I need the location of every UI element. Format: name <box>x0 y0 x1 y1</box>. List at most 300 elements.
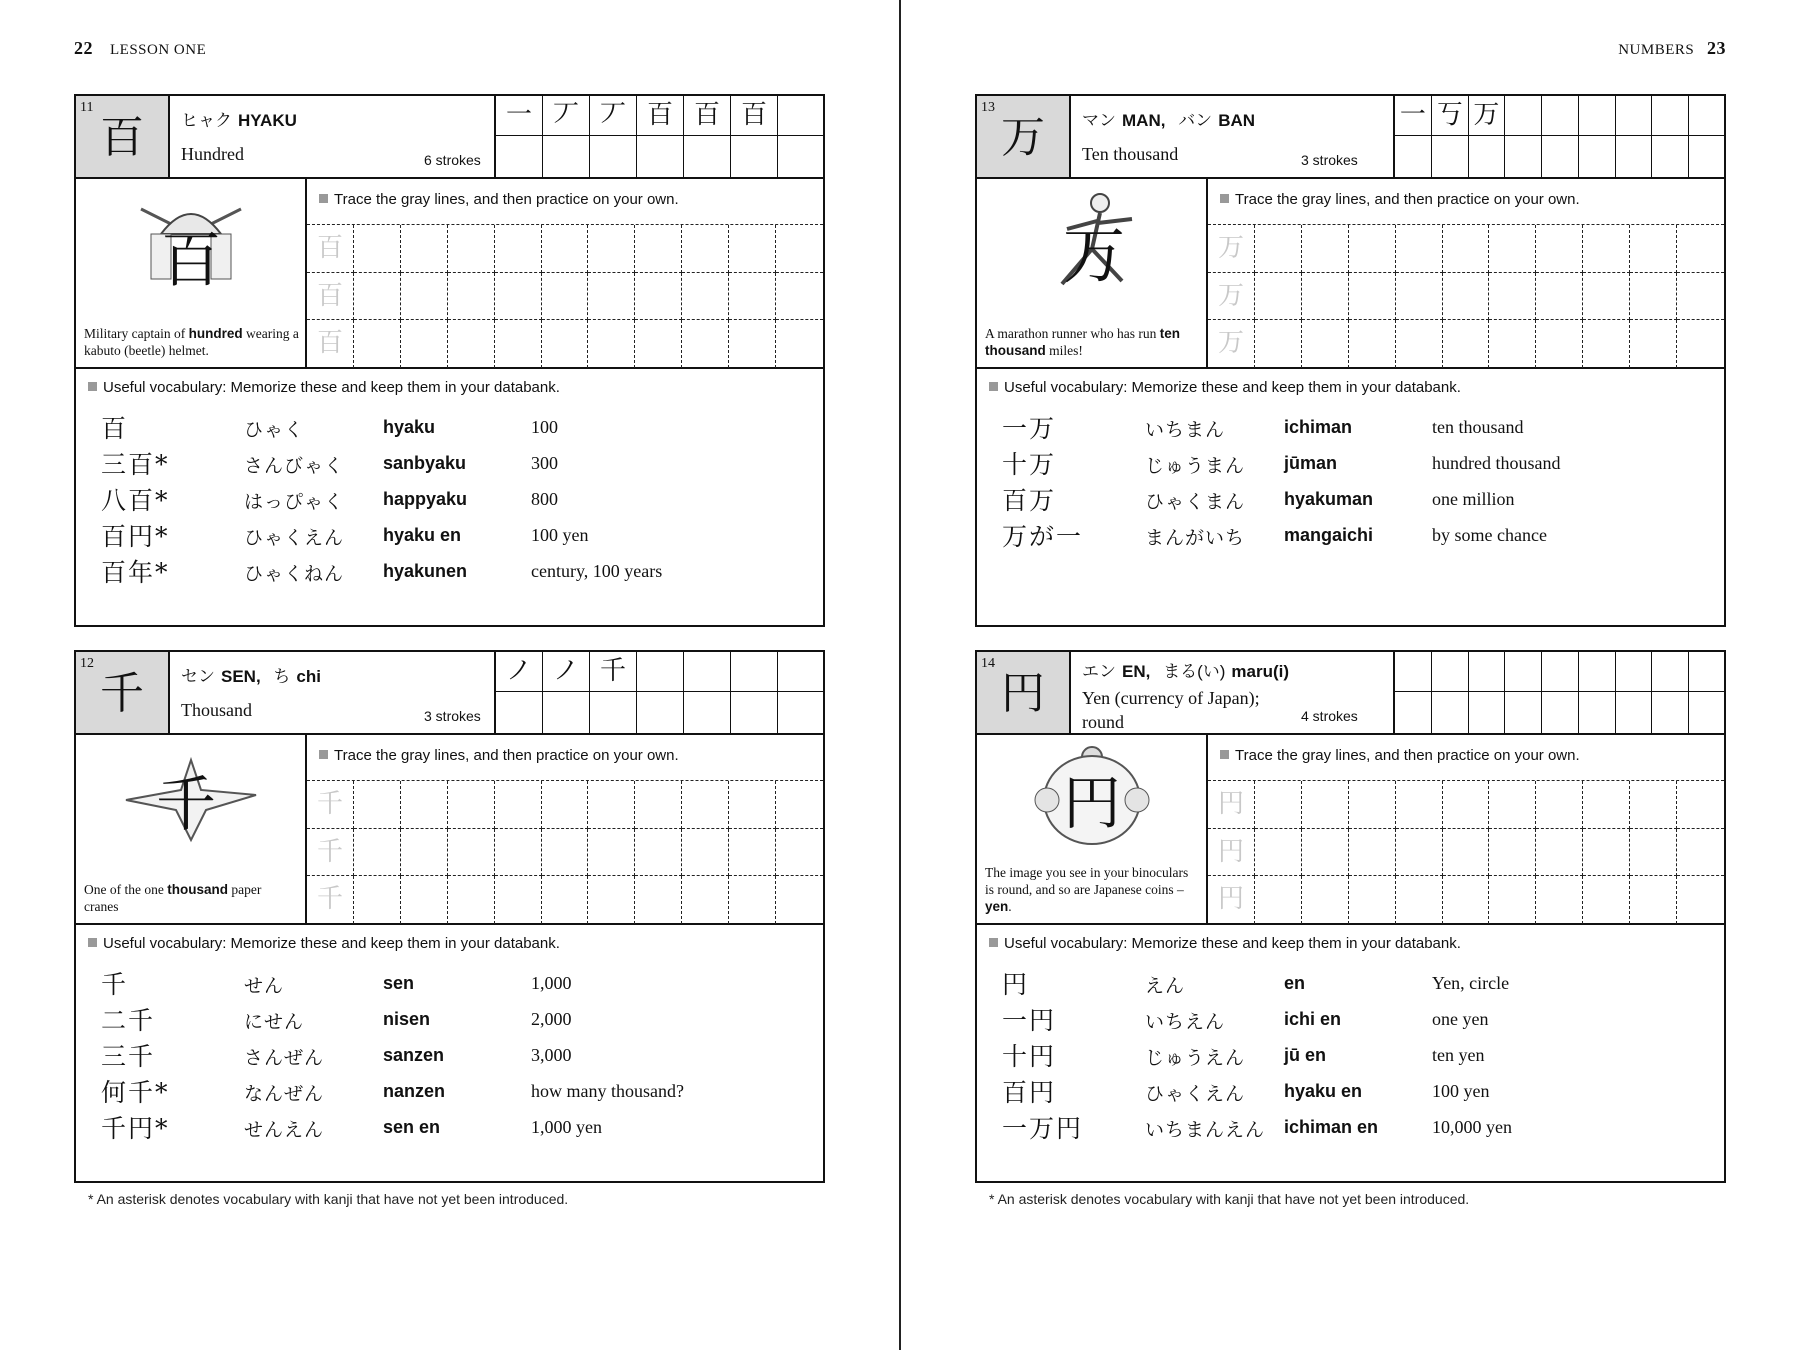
practice-cell[interactable] <box>776 273 823 321</box>
kanji-meaning: Hundred <box>181 144 244 164</box>
stroke-order-cell <box>778 692 825 733</box>
left-running-head <box>74 38 206 59</box>
practice-cell[interactable] <box>401 273 448 321</box>
practice-cell[interactable] <box>542 320 589 368</box>
stroke-order-cell: 丂 <box>1432 96 1469 136</box>
reading-kana: ヒャク <box>181 111 232 130</box>
mnemonic-caption <box>84 881 299 915</box>
practice-cell[interactable] <box>1396 781 1443 829</box>
stroke-order-cell <box>778 652 825 692</box>
practice-cell[interactable] <box>1536 781 1583 829</box>
stroke-order-cell <box>1616 692 1653 733</box>
practice-cell[interactable] <box>1536 225 1583 273</box>
practice-cell[interactable] <box>1489 781 1536 829</box>
svg-text:百: 百 <box>161 226 221 296</box>
reading-romaji: EN, <box>1122 662 1151 681</box>
practice-cell[interactable] <box>1255 781 1302 829</box>
practice-cell[interactable] <box>729 829 776 877</box>
vocab-kana: さんぜん <box>244 1047 325 1069</box>
vocab-romaji: sanzen <box>383 1045 445 1065</box>
practice-cell[interactable] <box>1349 781 1396 829</box>
vocab-english: 1,000 yen <box>531 1117 602 1137</box>
practice-cell[interactable] <box>1489 273 1536 321</box>
practice-cell[interactable] <box>1396 225 1443 273</box>
vocab-kanji: 十円 <box>1002 1042 1057 1071</box>
trace-guide-kanji[interactable]: 千 <box>307 781 354 829</box>
stroke-order-cell <box>1616 136 1653 177</box>
reading-romaji: SEN, <box>221 667 261 686</box>
practice-cell[interactable] <box>729 876 776 924</box>
trace-guide-kanji[interactable]: 万 <box>1208 320 1255 368</box>
stroke-order-cell: 百 <box>637 96 684 136</box>
kanji-number: 11 <box>80 100 94 115</box>
practice-cell[interactable] <box>1489 225 1536 273</box>
practice-cell[interactable] <box>1443 829 1490 877</box>
card-header <box>977 96 1724 179</box>
footnote: * An asterisk denotes vocabulary with kanji that have not yet been introduced. <box>88 1191 569 1207</box>
practice-cell[interactable] <box>1255 320 1302 368</box>
stroke-order-cell <box>1616 96 1653 136</box>
practice-cell[interactable] <box>1396 320 1443 368</box>
caption-text: The image you see in your binoculars is round, and so are Japanese coins – <box>985 865 1189 897</box>
trace-guide-kanji[interactable]: 百 <box>307 225 354 273</box>
vocab-romaji: hyaku en <box>1284 1081 1363 1101</box>
practice-cell[interactable] <box>1302 876 1349 924</box>
practice-cell[interactable] <box>542 876 589 924</box>
stroke-order-cell <box>1579 96 1616 136</box>
trace-guide-kanji[interactable]: 千 <box>307 876 354 924</box>
vocab-kanji: 一万円 <box>1002 1114 1084 1143</box>
reading-kana: マン <box>1082 111 1116 130</box>
trace-practice-grid[interactable] <box>307 780 823 924</box>
vocab-kanji: 一万 <box>1002 414 1057 443</box>
stroke-order-cell <box>731 652 778 692</box>
trace-guide-kanji[interactable]: 円 <box>1208 829 1255 877</box>
practice-cell[interactable] <box>1489 876 1536 924</box>
stroke-order-cell: ノ <box>543 652 590 692</box>
svg-text:万: 万 <box>1062 219 1126 292</box>
practice-cell[interactable] <box>588 320 635 368</box>
main-kanji: 円 <box>1001 668 1045 719</box>
practice-cell[interactable] <box>542 781 589 829</box>
practice-cell[interactable] <box>1677 876 1724 924</box>
trace-guide-kanji[interactable]: 百 <box>307 320 354 368</box>
vocab-row <box>76 409 823 449</box>
stroke-order-cell <box>1652 692 1689 733</box>
stroke-order-grid <box>1393 652 1726 733</box>
trace-guide-kanji[interactable]: 万 <box>1208 225 1255 273</box>
stroke-order-cell <box>543 136 590 177</box>
caption-bold: yen <box>985 899 1009 914</box>
right-page <box>901 0 1800 1350</box>
practice-cell[interactable] <box>1255 876 1302 924</box>
practice-cell[interactable] <box>1255 273 1302 321</box>
vocab-english: 300 <box>531 453 558 473</box>
practice-cell[interactable] <box>1302 781 1349 829</box>
practice-cell[interactable] <box>1443 781 1490 829</box>
kanji-reading <box>1082 106 1255 131</box>
practice-cell[interactable] <box>448 829 495 877</box>
practice-cell[interactable] <box>1536 876 1583 924</box>
kanji-number: 12 <box>80 656 94 671</box>
vocab-title-text: Useful vocabulary: Memorize these and keep them in your databank. <box>103 379 560 396</box>
vocab-english: one million <box>1432 489 1515 509</box>
vocab-romaji: jū en <box>1284 1045 1327 1065</box>
practice-cell[interactable] <box>495 225 542 273</box>
practice-cell[interactable] <box>588 225 635 273</box>
mnemonic-illustration <box>977 179 1208 367</box>
practice-cell[interactable] <box>354 320 401 368</box>
practice-cell[interactable] <box>1443 320 1490 368</box>
practice-cell[interactable] <box>1583 876 1630 924</box>
vocab-kanji: 一円 <box>1002 1006 1057 1035</box>
kanji-number-box <box>977 652 1071 733</box>
practice-cell[interactable] <box>448 781 495 829</box>
practice-cell[interactable] <box>1583 320 1630 368</box>
vocabulary-section <box>977 369 1724 619</box>
practice-cell[interactable] <box>776 225 823 273</box>
practice-cell[interactable] <box>1677 225 1724 273</box>
vocabulary-instructions <box>989 935 1461 952</box>
kanji-card-11 <box>74 94 825 627</box>
trace-instructions <box>319 191 679 208</box>
practice-cell[interactable] <box>1302 225 1349 273</box>
practice-cell[interactable] <box>1630 273 1677 321</box>
practice-cell[interactable] <box>1349 225 1396 273</box>
practice-cell[interactable] <box>1349 320 1396 368</box>
vocab-kanji: 二千 <box>101 1006 156 1035</box>
vocab-english: 1,000 <box>531 973 572 993</box>
practice-cell[interactable] <box>1583 225 1630 273</box>
kanji-number-box <box>977 96 1071 177</box>
reading-romaji: HYAKU <box>238 111 297 130</box>
vocabulary-instructions <box>88 935 560 952</box>
practice-cell[interactable] <box>542 225 589 273</box>
vocab-kana: ひゃく <box>244 419 305 441</box>
trace-practice-grid[interactable] <box>1208 224 1724 368</box>
practice-cell[interactable] <box>1443 225 1490 273</box>
vocab-kana: えん <box>1145 975 1186 997</box>
vocab-kanji: 百円* <box>101 522 170 551</box>
vocab-row <box>977 517 1724 557</box>
practice-cell[interactable] <box>542 273 589 321</box>
stroke-order-cell: 百 <box>731 96 778 136</box>
vocab-row <box>76 445 823 485</box>
stroke-order-cell: 万 <box>1469 96 1506 136</box>
stroke-order-cell: ノ <box>496 652 543 692</box>
stroke-order-cell <box>1395 136 1432 177</box>
vocab-row <box>76 481 823 521</box>
vocab-kana: せん <box>244 975 285 997</box>
vocab-english: ten yen <box>1432 1045 1485 1065</box>
practice-cell[interactable] <box>1302 320 1349 368</box>
trace-text: Trace the gray lines, and then practice on your own. <box>1235 191 1580 208</box>
trace-text: Trace the gray lines, and then practice on your own. <box>334 191 679 208</box>
vocab-romaji: ichiman <box>1284 417 1353 437</box>
card-header <box>76 652 823 735</box>
vocabulary-section <box>977 925 1724 1175</box>
practice-cell[interactable] <box>401 829 448 877</box>
stroke-order-cell <box>1505 96 1542 136</box>
svg-text:千: 千 <box>156 770 216 840</box>
marathon-runner-icon <box>1022 189 1162 299</box>
practice-cell[interactable] <box>1255 225 1302 273</box>
vocab-kanji: 百年* <box>101 558 170 587</box>
left-running-title: LESSON ONE <box>110 42 207 58</box>
vocab-romaji: hyaku en <box>383 525 462 545</box>
practice-cell[interactable] <box>401 225 448 273</box>
stroke-order-cell: 百 <box>684 96 731 136</box>
practice-cell[interactable] <box>776 781 823 829</box>
practice-cell[interactable] <box>682 273 729 321</box>
practice-cell[interactable] <box>354 876 401 924</box>
practice-cell[interactable] <box>1583 781 1630 829</box>
practice-cell[interactable] <box>1489 829 1536 877</box>
practice-cell[interactable] <box>588 876 635 924</box>
practice-cell[interactable] <box>729 273 776 321</box>
practice-cell[interactable] <box>635 273 682 321</box>
vocab-romaji: sanbyaku <box>383 453 467 473</box>
practice-cell[interactable] <box>682 781 729 829</box>
vocab-english: ten thousand <box>1432 417 1524 437</box>
practice-cell[interactable] <box>682 876 729 924</box>
practice-cell[interactable] <box>1583 273 1630 321</box>
trace-guide-kanji[interactable]: 円 <box>1208 781 1255 829</box>
vocab-romaji: sen <box>383 973 415 993</box>
practice-cell[interactable] <box>1677 273 1724 321</box>
practice-section <box>977 735 1724 925</box>
practice-cell[interactable] <box>495 829 542 877</box>
practice-cell[interactable] <box>1536 829 1583 877</box>
vocab-row <box>76 553 823 593</box>
practice-cell[interactable] <box>635 829 682 877</box>
practice-cell[interactable] <box>448 273 495 321</box>
practice-cell[interactable] <box>542 829 589 877</box>
vocab-kana: さんびゃく <box>244 455 345 477</box>
trace-guide-kanji[interactable]: 円 <box>1208 876 1255 924</box>
practice-cell[interactable] <box>495 781 542 829</box>
trace-text: Trace the gray lines, and then practice on your own. <box>1235 747 1580 764</box>
practice-cell[interactable] <box>1630 876 1677 924</box>
reading-kana: セン <box>181 667 215 686</box>
stroke-order-grid <box>1393 96 1726 177</box>
reading-kana: エン <box>1082 662 1116 681</box>
samurai-helmet-icon <box>121 189 261 299</box>
practice-cell[interactable] <box>588 273 635 321</box>
vocab-title-text: Useful vocabulary: Memorize these and keep them in your databank. <box>1004 379 1461 396</box>
vocab-english: one yen <box>1432 1009 1489 1029</box>
practice-cell[interactable] <box>1396 273 1443 321</box>
practice-cell[interactable] <box>354 225 401 273</box>
stroke-count: 3 strokes <box>1301 152 1358 168</box>
vocab-row <box>76 1109 823 1149</box>
mnemonic-caption <box>84 325 299 359</box>
practice-cell[interactable] <box>1255 829 1302 877</box>
main-kanji: 百 <box>100 112 144 163</box>
practice-cell[interactable] <box>495 273 542 321</box>
vocab-kana: まんがいち <box>1145 527 1246 549</box>
vocab-row <box>76 517 823 557</box>
card-header <box>76 96 823 179</box>
practice-cell[interactable] <box>1443 273 1490 321</box>
vocab-kanji: 千円* <box>101 1114 170 1143</box>
vocab-kana: じゅうえん <box>1145 1047 1246 1069</box>
practice-cell[interactable] <box>588 781 635 829</box>
stroke-order-cell <box>496 136 543 177</box>
practice-cell[interactable] <box>1677 781 1724 829</box>
stroke-order-cell <box>684 136 731 177</box>
practice-cell[interactable] <box>1630 781 1677 829</box>
stroke-order-cell <box>684 692 731 733</box>
reading-romaji: MAN, <box>1122 111 1166 130</box>
trace-guide-kanji[interactable]: 万 <box>1208 273 1255 321</box>
vocab-kana: なんぜん <box>244 1083 325 1105</box>
paper-crane-icon <box>121 745 261 855</box>
meaning-line-2: round <box>1082 712 1124 732</box>
practice-section <box>977 179 1724 369</box>
practice-cell[interactable] <box>1630 225 1677 273</box>
practice-cell[interactable] <box>729 320 776 368</box>
caption-text: A marathon runner who has run <box>985 326 1160 341</box>
stroke-order-cell <box>1469 136 1506 177</box>
vocab-romaji: ichiman en <box>1284 1117 1379 1137</box>
practice-cell[interactable] <box>1489 320 1536 368</box>
stroke-order-cell <box>637 652 684 692</box>
kanji-meaning <box>1082 686 1260 734</box>
vocab-kanji: 八百* <box>101 486 170 515</box>
practice-cell[interactable] <box>354 273 401 321</box>
vocab-row <box>76 1037 823 1077</box>
practice-cell[interactable] <box>1349 829 1396 877</box>
practice-cell[interactable] <box>401 320 448 368</box>
trace-guide-kanji[interactable]: 百 <box>307 273 354 321</box>
stroke-order-cell <box>1395 692 1432 733</box>
stroke-order-cell <box>1616 652 1653 692</box>
vocab-romaji: nanzen <box>383 1081 446 1101</box>
practice-cell[interactable] <box>1443 876 1490 924</box>
vocab-romaji: nisen <box>383 1009 431 1029</box>
stroke-order-cell <box>778 96 825 136</box>
reading-romaji-2: chi <box>296 667 321 686</box>
practice-cell[interactable] <box>682 829 729 877</box>
stroke-order-cell <box>1432 652 1469 692</box>
practice-cell[interactable] <box>1536 273 1583 321</box>
stroke-order-cell <box>1542 136 1579 177</box>
practice-cell[interactable] <box>1349 876 1396 924</box>
practice-cell[interactable] <box>401 781 448 829</box>
stroke-order-cell <box>637 692 684 733</box>
practice-cell[interactable] <box>1396 829 1443 877</box>
vocab-kanji: 万が一 <box>1002 522 1084 551</box>
practice-cell[interactable] <box>354 829 401 877</box>
practice-cell[interactable] <box>1349 273 1396 321</box>
practice-cell[interactable] <box>588 829 635 877</box>
kanji-card-14 <box>975 650 1726 1183</box>
practice-cell[interactable] <box>401 876 448 924</box>
practice-cell[interactable] <box>635 781 682 829</box>
vocab-kana: ひゃくえん <box>1145 1083 1246 1105</box>
vocabulary-instructions <box>989 379 1461 396</box>
vocab-kanji: 百万 <box>1002 486 1057 515</box>
practice-cell[interactable] <box>1677 320 1724 368</box>
practice-cell[interactable] <box>354 781 401 829</box>
right-running-head <box>1618 38 1726 59</box>
practice-cell[interactable] <box>776 320 823 368</box>
stroke-order-cell <box>1689 692 1726 733</box>
practice-cell[interactable] <box>448 320 495 368</box>
practice-cell[interactable] <box>635 320 682 368</box>
practice-cell[interactable] <box>448 876 495 924</box>
practice-cell[interactable] <box>448 225 495 273</box>
practice-cell[interactable] <box>1396 876 1443 924</box>
vocab-kanji: 千 <box>101 970 129 999</box>
practice-cell[interactable] <box>1302 273 1349 321</box>
practice-cell[interactable] <box>635 876 682 924</box>
vocab-romaji: mangaichi <box>1284 525 1374 545</box>
trace-practice-grid[interactable] <box>307 224 823 368</box>
stroke-order-cell <box>1579 652 1616 692</box>
vocab-row <box>76 1001 823 1041</box>
vocab-row <box>977 409 1724 449</box>
stroke-order-cell <box>496 692 543 733</box>
practice-cell[interactable] <box>776 829 823 877</box>
practice-cell[interactable] <box>1302 829 1349 877</box>
practice-cell[interactable] <box>776 876 823 924</box>
practice-cell[interactable] <box>682 320 729 368</box>
practice-cell[interactable] <box>495 876 542 924</box>
caption-bold: hundred <box>188 326 243 341</box>
vocab-romaji: jūman <box>1284 453 1338 473</box>
caption-text: paper cranes <box>84 882 262 914</box>
practice-cell[interactable] <box>495 320 542 368</box>
practice-section <box>76 735 823 925</box>
practice-cell[interactable] <box>1677 829 1724 877</box>
practice-cell[interactable] <box>682 225 729 273</box>
vocab-english: 3,000 <box>531 1045 572 1065</box>
practice-cell[interactable] <box>1536 320 1583 368</box>
vocab-kana: いちえん <box>1145 1011 1226 1033</box>
main-kanji: 千 <box>100 668 144 719</box>
vocab-row <box>76 965 823 1005</box>
vocab-title-text: Useful vocabulary: Memorize these and keep them in your databank. <box>1004 935 1461 952</box>
trace-instructions <box>1220 747 1580 764</box>
vocab-romaji: hyakunen <box>383 561 468 581</box>
practice-cell[interactable] <box>1630 829 1677 877</box>
stroke-order-cell <box>1542 652 1579 692</box>
trace-guide-kanji[interactable]: 千 <box>307 829 354 877</box>
practice-cell[interactable] <box>1583 829 1630 877</box>
practice-cell[interactable] <box>729 225 776 273</box>
vocab-row <box>977 965 1724 1005</box>
binoculars-icon <box>1022 745 1162 855</box>
vocab-row <box>977 1037 1724 1077</box>
stroke-order-cell <box>1689 96 1726 136</box>
caption-text: miles! <box>1045 343 1083 358</box>
kanji-reading <box>1082 657 1289 682</box>
footnote: * An asterisk denotes vocabulary with kanji that have not yet been introduced. <box>989 1191 1470 1207</box>
stroke-order-cell <box>637 136 684 177</box>
vocab-english: 100 yen <box>531 525 589 545</box>
practice-section <box>76 179 823 369</box>
practice-cell[interactable] <box>729 781 776 829</box>
practice-cell[interactable] <box>635 225 682 273</box>
trace-practice-grid[interactable] <box>1208 780 1724 924</box>
vocab-row <box>977 481 1724 521</box>
stroke-order-cell <box>1542 692 1579 733</box>
stroke-order-cell <box>1395 652 1432 692</box>
practice-cell[interactable] <box>1630 320 1677 368</box>
trace-instructions <box>319 747 679 764</box>
